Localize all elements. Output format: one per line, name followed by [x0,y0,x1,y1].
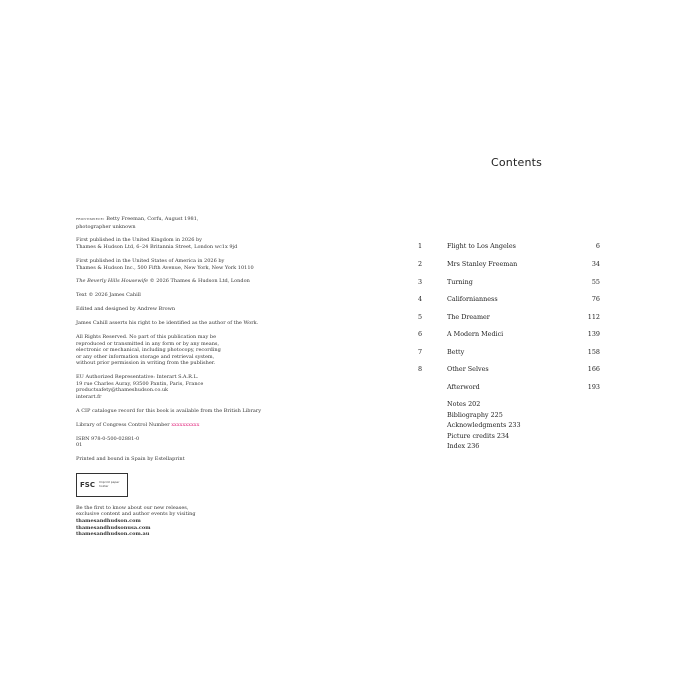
website-link[interactable]: thamesandhudson.com [76,518,141,524]
cip-record: A CIP catalogue record for this book is available from the British Library [76,407,262,414]
editor-credit: Edited and designed by Andrew Brown [76,306,176,313]
chapter-number: 3 [418,278,423,286]
fsc-logo [76,473,128,497]
chapter-page: 193 [587,383,600,391]
imprint-page [76,216,276,545]
chapter-page: 112 [587,313,600,321]
chapter-page: 55 [591,278,600,286]
chapter-page: 158 [587,348,600,356]
back-matter-picture-credits[interactable]: Picture credits 234 [447,431,510,440]
toc-entry[interactable] [418,346,600,358]
contents-title: Contents [491,156,543,169]
chapter-title: The Dreamer [447,313,490,321]
eu-representative: EU Authorized Representative: Interart S.A.R.L. 19 rue Charles Auray, 93500 Pantin, Paris, France productsafety@thameshudson.co.uk interart.fr [76,374,204,401]
toc-entry[interactable] [418,240,600,252]
toc-entry[interactable] [418,276,600,288]
toc-entry[interactable] [418,311,600,323]
chapter-number: 4 [418,295,423,303]
back-matter-index[interactable]: Index 236 [447,442,480,451]
back-matter-acknowledgments[interactable]: Acknowledgments 233 [447,421,521,430]
promo-text: Be the first to know about our new releases, exclusive content and author events by visiting thamesandhudson.com thamesandhudsonusa.com thamesandhudson.com.au [76,504,196,538]
chapter-title: Californianness [447,295,498,303]
back-matter-notes[interactable]: Notes 202 [447,400,481,408]
chapter-title: Other Selves [447,365,489,373]
chapter-number: 7 [418,348,423,356]
printed-by: Printed and bound in Spain by Estellaprint [76,456,185,463]
back-matter-bibliography[interactable]: Bibliography 225 [447,410,503,419]
us-publication: First published in the United States of America in 2026 by Thames & Hudson Inc., 500 Fifth Avenue, New York, New York 10110 [76,257,254,271]
chapter-title: Flight to Los Angeles [447,242,516,250]
loc-number: Library of Congress Control Number xxxxxxxxxx [76,421,200,428]
chapter-number: 5 [418,313,423,321]
author-rights: James Cahill asserts his right to be identified as the author of the Work. [76,320,259,327]
frontispiece-caption: frontispiece: Betty Freeman, Corfu, August 1981, photographer unknown [76,216,199,230]
chapter-page: 6 [595,242,600,250]
toc-entry[interactable] [418,258,600,270]
chapter-page: 76 [591,295,600,303]
isbn: ISBN 978-0-500-02881-0 01 [76,435,140,449]
chapter-title: Betty [447,348,465,356]
chapter-number: 2 [418,260,423,268]
chapter-page: 139 [587,330,600,338]
text-copyright: Text © 2026 James Cahill [76,292,141,299]
uk-publication: First published in the United Kingdom in 2026 by Thames & Hudson Ltd, 6–24 Britannia Street, London wc1x 9jd [76,237,238,251]
toc-entry[interactable] [418,328,600,340]
chapter-page: 166 [587,365,600,373]
copyright-line: The Beverly Hills Housewife © 2026 Thames & Hudson Ltd, London [76,278,250,285]
chapter-title: A Modern Medici [447,330,504,338]
chapter-page: 34 [591,260,600,268]
fsc-tree-icon: FSC [80,480,95,489]
fsc-label: Imprint paper holder [98,480,120,488]
back-matter-list [447,399,521,452]
chapter-title: Afterword [447,383,480,391]
toc-entry[interactable] [418,293,600,305]
chapter-title: Turning [447,278,473,286]
website-link-au[interactable]: thamesandhudson.com.au [76,531,150,538]
chapter-number: 8 [418,365,423,373]
chapter-title: Mrs Stanley Freeman [447,260,518,268]
rights-reserved: All Rights Reserved. No part of this publication may be reproduced or transmitted in any form or by any means, electronic or mechanical, including photocopy, recording or any other information storage and retrieval system, without prior permission in writing from the publisher. [76,334,221,367]
chapter-number: 6 [418,330,423,338]
chapter-number: 1 [418,242,423,250]
toc-entry-afterword[interactable] [418,381,600,393]
website-link-usa[interactable]: thamesandhudsonusa.com [76,524,151,531]
toc-entry[interactable] [418,363,600,375]
